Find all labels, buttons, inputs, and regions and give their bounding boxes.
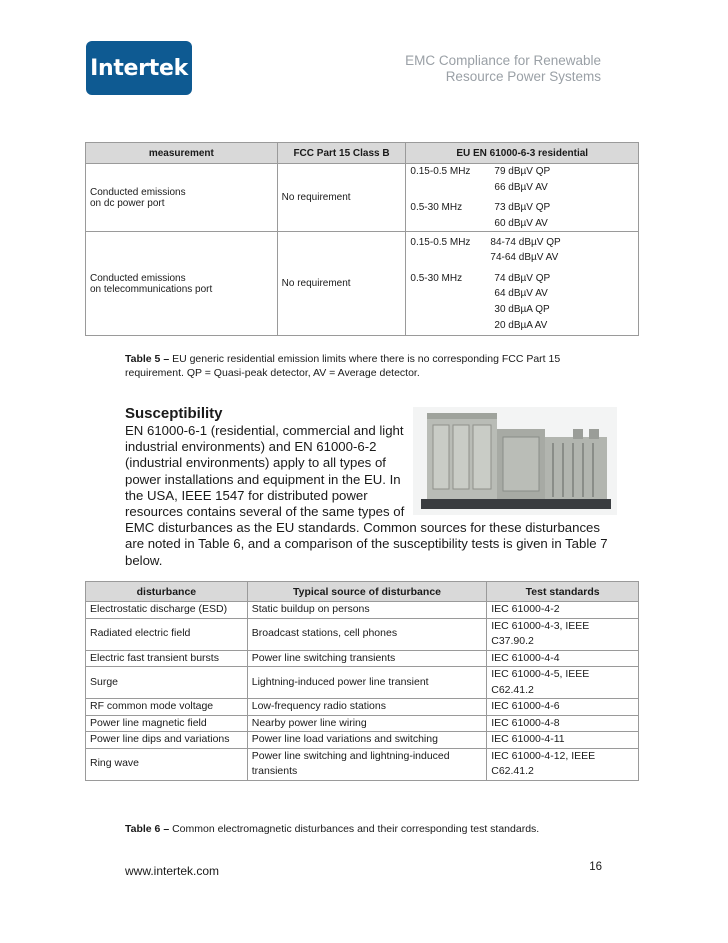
caption-label: Table 6 – [125,823,170,835]
fcc-cell: No requirement [277,164,406,232]
eu-limit [410,164,634,180]
disturbance-cell: Power line magnetic field [86,715,248,732]
header-eu: EU EN 61000-6-3 residential [406,143,639,164]
level: 20 dBµA AV [494,319,548,331]
band [410,216,490,232]
table-5-caption [125,352,595,380]
table-row [86,715,639,732]
eu-limit [410,216,634,232]
level: 64 dBµV AV [494,288,548,300]
source-cell: Power line load variations and switching [247,732,487,749]
fcc-cell: No requirement [277,232,406,336]
table-row [86,667,639,699]
paragraph-text: EN 61000-6-1 (residential, commercial and light industrial environments) and EN 61000-6-2 (industrial environments) apply to all types of power installations and equipment in the EU. In the USA, IEEE 1547 for distributed power resources contains several of the same types of EMC disturbances as the EU standards. Common sources for these disturbances are noted in Table 6, and a comparison of the susceptibility tests is given in Table 7 below. [125,423,608,568]
disturbance-cell: Electrostatic discharge (ESD) [86,602,248,619]
table-6-caption [125,822,595,836]
eu-limit [410,286,634,302]
caption-text: EU generic residential emission limits where there is no corresponding FCC Part 15 requirement. QP = Quasi-peak detector, AV = Average detector. [125,353,561,379]
intertek-logo: Intertek [86,41,192,95]
level: 74 dBµV QP [494,272,551,284]
level: 74-64 dBµV AV [490,252,559,264]
table-header-row [86,582,639,602]
eu-limit [410,200,634,216]
document-title [301,53,601,85]
table-6-disturbances [85,581,639,781]
caption-text: Common electromagnetic disturbances and their corresponding test standards. [169,823,540,835]
header-standards: Test standards [487,582,639,602]
level: 30 dBµA QP [494,303,550,315]
table-5-emission-limits [85,142,639,336]
table-row [86,699,639,716]
table-row [86,602,639,619]
header-disturbance: disturbance [86,582,248,602]
eu-cell [406,164,639,232]
standards-cell: IEC 61000-4-12, IEEE C62.41.2 [487,748,639,780]
measurement-cell [86,232,278,336]
disturbance-cell: Surge [86,667,248,699]
header-source: Typical source of disturbance [247,582,487,602]
footer-url[interactable]: www.intertek.com [125,864,220,878]
level: 60 dBµV AV [494,217,548,229]
level: 66 dBµV AV [494,181,548,193]
table-row [86,232,639,336]
band: 0.5-30 MHz [410,272,463,284]
level: 79 dBµV QP [494,166,551,177]
standards-cell: IEC 61000-4-2 [487,602,639,619]
measurement-line: Conducted emissions [90,186,186,198]
band [410,286,490,302]
disturbance-cell: Electric fast transient bursts [86,650,248,667]
table-row [86,164,639,232]
section-paragraph [125,423,615,569]
caption-label: Table 5 – [125,353,170,365]
measurement-line: on telecommunications port [90,283,213,295]
table-row [86,618,639,650]
disturbance-cell: Power line dips and variations [86,732,248,749]
eu-limit [410,235,634,251]
standards-cell: IEC 61000-4-3, IEEE C37.90.2 [487,618,639,650]
disturbance-cell: RF common mode voltage [86,699,248,716]
title-line-1: EMC Compliance for Renewable [405,53,601,68]
header-fcc: FCC Part 15 Class B [277,143,406,164]
band [410,180,490,196]
source-cell: Power line switching and lightning-induced transients [247,748,487,780]
source-cell: Low-frequency radio stations [247,699,487,716]
table-header-row [86,143,639,164]
measurement-cell [86,164,278,232]
band: 0.15-0.5 MHz [410,236,471,248]
section-heading: Susceptibility [125,405,223,422]
source-cell: Power line switching transients [247,650,487,667]
disturbance-cell: Ring wave [86,748,248,780]
standards-cell: IEC 61000-4-6 [487,699,639,716]
page-number: 16 [589,861,602,873]
table-row [86,748,639,780]
table-row [86,650,639,667]
measurement-line: on dc power port [90,197,165,209]
standards-cell: IEC 61000-4-8 [487,715,639,732]
power-equipment-photo [413,407,617,515]
standards-cell: IEC 61000-4-5, IEEE C62.41.2 [487,667,639,699]
band: 0.5-30 MHz [410,202,463,214]
source-cell: Static buildup on persons [247,602,487,619]
eu-limit [410,250,634,266]
eu-limit [410,180,634,196]
source-cell: Broadcast stations, cell phones [247,618,487,650]
standards-cell: IEC 61000-4-11 [487,732,639,749]
source-cell: Lightning-induced power line transient [247,667,487,699]
level: 84-74 dBµV QP [490,236,561,248]
eu-limit [410,318,634,334]
band: 0.15-0.5 MHz [410,166,471,177]
disturbance-cell: Radiated electric field [86,618,248,650]
eu-limit [410,302,634,318]
measurement-line: Conducted emissions [90,272,186,284]
band [410,302,490,318]
eu-cell [406,232,639,336]
source-cell: Nearby power line wiring [247,715,487,732]
eu-limit [410,271,634,287]
title-line-2: Resource Power Systems [445,69,601,84]
band [410,250,486,266]
level: 73 dBµV QP [494,202,551,214]
table-row [86,732,639,749]
header-measurement: measurement [86,143,278,164]
band [410,318,490,334]
standards-cell: IEC 61000-4-4 [487,650,639,667]
